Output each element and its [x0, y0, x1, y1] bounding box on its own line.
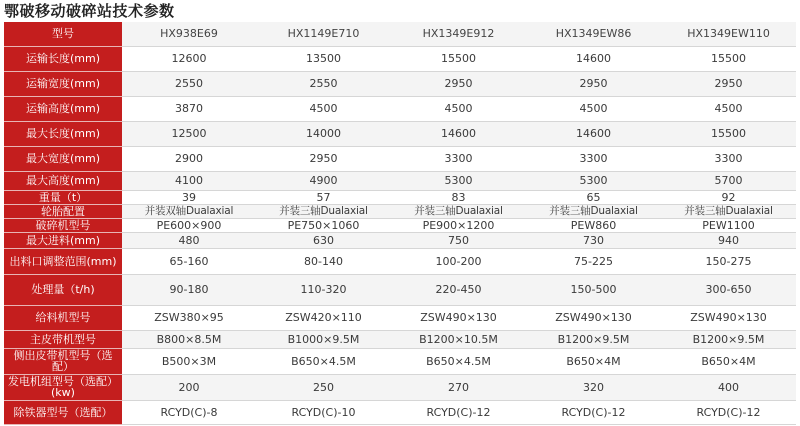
table-cell: 并装三轴Dualaxial — [391, 204, 526, 218]
table-cell: 14600 — [526, 46, 661, 71]
table-cell: 2950 — [256, 146, 391, 171]
table-cell: 3300 — [526, 146, 661, 171]
table-cell: ZSW490×130 — [391, 305, 526, 330]
table-cell: 13500 — [256, 46, 391, 71]
table-cell: 65-160 — [122, 248, 256, 274]
table-cell: 320 — [526, 374, 661, 400]
table-cell: PE750×1060 — [256, 218, 391, 232]
table-cell: B1200×10.5M — [391, 330, 526, 348]
table-row — [4, 330, 796, 348]
table-row — [4, 218, 796, 232]
table-cell: 14600 — [526, 121, 661, 146]
table-cell: 14600 — [391, 121, 526, 146]
table-cell: HX1349EW86 — [526, 22, 661, 46]
row-label: 给料机型号 — [4, 305, 122, 330]
table-cell: HX1349E912 — [391, 22, 526, 46]
table-cell: B650×4.5M — [256, 348, 391, 374]
table-row — [4, 232, 796, 248]
table-cell: 940 — [661, 232, 796, 248]
table-cell: 630 — [256, 232, 391, 248]
spec-table — [4, 22, 796, 425]
row-label: 出料口调整范围(mm) — [4, 248, 122, 274]
table-cell: B1200×9.5M — [661, 330, 796, 348]
table-cell: HX938E69 — [122, 22, 256, 46]
table-cell: 57 — [256, 190, 391, 204]
table-row — [4, 248, 796, 274]
table-cell: PE900×1200 — [391, 218, 526, 232]
table-cell: 2950 — [391, 71, 526, 96]
table-cell: 14000 — [256, 121, 391, 146]
table-cell: 480 — [122, 232, 256, 248]
table-cell: RCYD(C)-12 — [391, 400, 526, 424]
table-cell: 80-140 — [256, 248, 391, 274]
table-cell: B650×4.5M — [391, 348, 526, 374]
table-cell: PEW860 — [526, 218, 661, 232]
table-cell: 250 — [256, 374, 391, 400]
row-label: 最大进料(mm) — [4, 232, 122, 248]
table-cell: 270 — [391, 374, 526, 400]
table-cell: 12500 — [122, 121, 256, 146]
table-cell: 110-320 — [256, 274, 391, 305]
page-title: 鄂破移动破碎站技术参数 — [4, 2, 175, 20]
table-row — [4, 46, 796, 71]
table-row — [4, 274, 796, 305]
table-cell: 3300 — [661, 146, 796, 171]
table-cell: 220-450 — [391, 274, 526, 305]
table-cell: ZSW490×130 — [526, 305, 661, 330]
table-cell: 150-500 — [526, 274, 661, 305]
row-label: 重量（t） — [4, 190, 122, 204]
table-cell: RCYD(C)-8 — [122, 400, 256, 424]
table-cell: 400 — [661, 374, 796, 400]
table-cell: 75-225 — [526, 248, 661, 274]
table-cell: 65 — [526, 190, 661, 204]
table-cell: 2550 — [122, 71, 256, 96]
table-cell: 2950 — [661, 71, 796, 96]
table-cell: PE600×900 — [122, 218, 256, 232]
table-cell: 150-275 — [661, 248, 796, 274]
row-label: 破碎机型号 — [4, 218, 122, 232]
table-cell: 100-200 — [391, 248, 526, 274]
row-label: 发电机组型号（选配）(kw) — [4, 374, 122, 400]
table-cell: 4500 — [256, 96, 391, 121]
table-cell: B650×4M — [526, 348, 661, 374]
row-label: 运输宽度(mm) — [4, 71, 122, 96]
table-row — [4, 171, 796, 190]
table-cell: 2900 — [122, 146, 256, 171]
table-cell: 4900 — [256, 171, 391, 190]
table-cell: 5700 — [661, 171, 796, 190]
table-cell: 5300 — [526, 171, 661, 190]
row-label: 侧出皮带机型号（选配） — [4, 348, 122, 374]
table-cell: RCYD(C)-12 — [661, 400, 796, 424]
table-row — [4, 71, 796, 96]
table-cell: B800×8.5M — [122, 330, 256, 348]
row-label: 处理量（t/h) — [4, 274, 122, 305]
table-cell: RCYD(C)-12 — [526, 400, 661, 424]
row-label: 最大高度(mm) — [4, 171, 122, 190]
table-cell: HX1149E710 — [256, 22, 391, 46]
row-label: 运输长度(mm) — [4, 46, 122, 71]
table-cell: 15500 — [661, 121, 796, 146]
table-cell: 92 — [661, 190, 796, 204]
table-cell: 730 — [526, 232, 661, 248]
table-cell: 39 — [122, 190, 256, 204]
row-label: 轮胎配置 — [4, 204, 122, 218]
table-row — [4, 121, 796, 146]
table-cell: RCYD(C)-10 — [256, 400, 391, 424]
table-row — [4, 348, 796, 374]
table-cell: 15500 — [391, 46, 526, 71]
row-label: 运输高度(mm) — [4, 96, 122, 121]
table-cell: 2950 — [526, 71, 661, 96]
table-row — [4, 190, 796, 204]
row-label: 最大长度(mm) — [4, 121, 122, 146]
table-cell: 4100 — [122, 171, 256, 190]
row-label: 型号 — [4, 22, 122, 46]
table-cell: ZSW490×130 — [661, 305, 796, 330]
table-cell: B1200×9.5M — [526, 330, 661, 348]
table-row — [4, 400, 796, 424]
table-cell: ZSW380×95 — [122, 305, 256, 330]
row-label: 除铁器型号（选配） — [4, 400, 122, 424]
table-cell: 750 — [391, 232, 526, 248]
table-cell: 200 — [122, 374, 256, 400]
table-cell: 83 — [391, 190, 526, 204]
row-label: 最大宽度(mm) — [4, 146, 122, 171]
table-row — [4, 22, 796, 46]
table-row — [4, 96, 796, 121]
table-cell: HX1349EW110 — [661, 22, 796, 46]
table-row — [4, 204, 796, 218]
row-label: 主皮带机型号 — [4, 330, 122, 348]
table-cell: 2550 — [256, 71, 391, 96]
table-row — [4, 146, 796, 171]
table-cell: B1000×9.5M — [256, 330, 391, 348]
table-cell: 300-650 — [661, 274, 796, 305]
table-cell: ZSW420×110 — [256, 305, 391, 330]
table-cell: 4500 — [391, 96, 526, 121]
table-cell: 4500 — [661, 96, 796, 121]
table-cell: 并装三轴Dualaxial — [256, 204, 391, 218]
table-cell: 并装三轴Dualaxial — [526, 204, 661, 218]
table-cell: B500×3M — [122, 348, 256, 374]
table-cell: B650×4M — [661, 348, 796, 374]
table-cell: 5300 — [391, 171, 526, 190]
table-cell: 15500 — [661, 46, 796, 71]
table-cell: PEW1100 — [661, 218, 796, 232]
table-cell: 并装三轴Dualaxial — [661, 204, 796, 218]
table-cell: 4500 — [526, 96, 661, 121]
table-cell: 3300 — [391, 146, 526, 171]
table-cell: 3870 — [122, 96, 256, 121]
table-cell: 90-180 — [122, 274, 256, 305]
table-row — [4, 305, 796, 330]
table-cell: 并装双轴Dualaxial — [122, 204, 256, 218]
table-row — [4, 374, 796, 400]
table-cell: 12600 — [122, 46, 256, 71]
